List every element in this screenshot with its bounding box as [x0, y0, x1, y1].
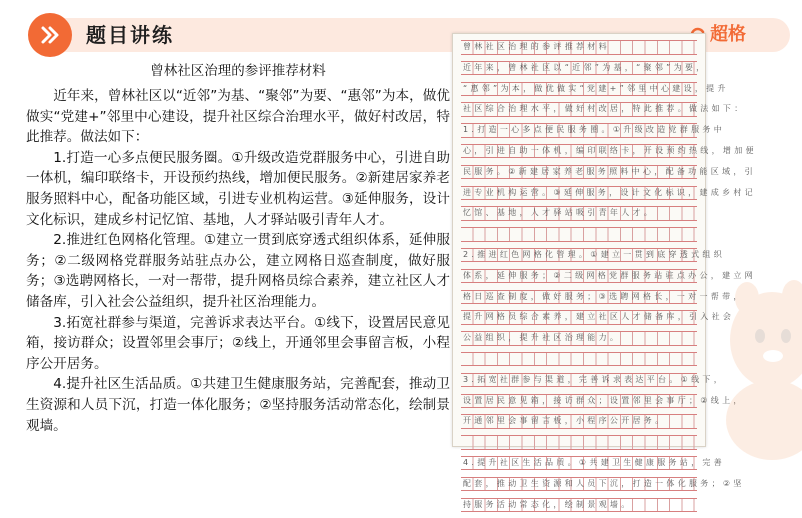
answer-sheet-row: [461, 373, 726, 388]
answer-sheet-row: [461, 310, 735, 325]
answer-sheet-row: [461, 206, 697, 221]
answer-sheet-row-text: 社区综合治理水平，做好村改居，特此推荐。做法如下：: [463, 104, 746, 114]
document-text: [26, 62, 450, 436]
answer-sheet-row-text: 心，引进自助一体机，编印联络卡，开设预约热线，增加便: [463, 145, 757, 155]
answer-sheet-row: [461, 331, 697, 346]
answer-sheet-row: [461, 269, 756, 284]
answer-sheet-row-text: “惠邻”为本，做优做实“党建+”邻里中心建设，提升: [463, 83, 729, 93]
answer-sheet-row: [461, 414, 697, 429]
answer-sheet-row: [461, 40, 697, 55]
paragraph-2: 2.推进红色网格化管理。①建立一贯到底穿透式组织体系，延伸服务；②二级网格党群服务站驻点办公，建立网格日巡查制度，做好服务；③选聘网格长，一对一帮带，提升网格员综合素养，建立社区人才储备库，引入社会公益组织，提升社区治理能力。: [26, 232, 450, 310]
answer-sheet-row-text: 开通邻里会事留言板，小程序公开居务。: [463, 416, 667, 426]
paragraph-intro: 近年来，曾林社区以“近邻”为基、“聚邻”为要、“惠邻”为本，做优做实“党建+”邻里中心建设，提升社区综合治理水平，做好村改居，特此推荐。做法如下：: [26, 88, 450, 146]
answer-sheet-row: [461, 123, 726, 138]
header-badge: [28, 13, 72, 57]
double-chevron-right-icon: [39, 24, 61, 46]
answer-sheet-row-text: 2.推进红色网格化管理。①建立一贯到底穿透式组织: [463, 249, 726, 259]
answer-sheet-row: [461, 290, 745, 305]
answer-sheet-row: [461, 227, 697, 242]
paragraph-4: 4.提升社区生活品质。①共建卫生健康服务站，完善配套，推动卫生资源和人员下沉，打造一体化服务；②坚持服务活动常态化，绘制景观墙。: [26, 376, 450, 434]
answer-sheet-row-text: 进专业机构运营。③延伸服务，设计文化标识，建成乡村记: [463, 187, 756, 197]
paragraph-1: 1.打造一心多点便民服务圈。①升级改造党群服务中心，引进自助一体机，编印联络卡，开设预约热线，增加便民服务。②新建居家养老服务照料中心，配备功能区域，引进专业机构运营。③延伸服务，设计文化标识，建成乡村记忆馆、基地，人才驿站吸引青年人才。: [26, 149, 450, 228]
answer-sheet-row-text: 设置居民意见箱，接访群众；设置邻里会事厅；②线上，: [463, 395, 745, 405]
answer-sheet-row: [461, 352, 697, 367]
answer-sheet-row-text: 民服务。②新建居家养老服务照料中心，配备功能区域，引: [463, 166, 756, 176]
answer-sheet-row: [461, 82, 729, 97]
answer-sheet-row-text: 近年来，曾林社区以“近邻”为基，“聚邻”为要，: [463, 62, 708, 72]
answer-sheet-row-text: 4.提升社区生活品质。①共建卫生健康服务站，完善: [463, 457, 726, 467]
answer-sheet-row-text: 提升网格员综合素养，建立社区人才储备库，引入社会: [463, 312, 735, 322]
answer-sheet-row: [461, 435, 697, 450]
answer-sheet-grid: [461, 40, 757, 518]
answer-sheet-row: [461, 394, 745, 409]
answer-sheet-row: [461, 144, 757, 159]
answer-sheet-row-text: 格日巡查制度，做好服务；③选聘网格长，一对一帮带，: [463, 291, 745, 301]
answer-sheet-row-text: 1.打造一心多点便民服务圈。①升级改造党群服务中: [463, 125, 726, 135]
brand-name: 超格: [710, 24, 746, 45]
answer-sheet-row-text: 曾林社区治理的参评推荐材料: [463, 42, 610, 51]
answer-sheet-row-text: 公益组织，提升社区治理能力。: [463, 333, 622, 343]
answer-sheet-row-text: 忆馆、基地，人才驿站吸引青年人才。: [463, 208, 656, 218]
answer-sheet-row: [461, 102, 746, 117]
answer-sheet-row: [461, 456, 726, 471]
answer-sheet-row-text: 3.拓宽社群参与渠道，完善诉求表达平台。①线下，: [463, 374, 726, 384]
answer-sheet-row-text: 体系，延伸服务；②二级网格党群服务站驻点办公，建立网: [463, 270, 756, 280]
mascot-illustration: [712, 270, 802, 450]
page-title: 题目讲练: [86, 23, 174, 47]
answer-sheet-row-text: 持服务活动常态化，绘制景观墙。: [463, 499, 633, 509]
answer-sheet-row-text: 配套，推动卫生资源和人员下沉，打造一体化服务；②坚: [463, 478, 745, 488]
document-title: 曾林社区治理的参评推荐材料: [150, 63, 326, 79]
answer-sheet-row: [461, 498, 697, 513]
answer-sheet-row: [461, 248, 726, 263]
answer-sheet-row: [461, 186, 756, 201]
answer-sheet-row: [461, 165, 756, 180]
answer-sheet-row: [461, 61, 708, 76]
paragraph-3: 3.拓宽社群参与渠道，完善诉求表达平台。①线下，设置居民意见箱，接访群众；设置邻里会事厅；②线上，开通邻里会事留言板，小程序公开居务。: [26, 314, 450, 372]
answer-sheet-row: [461, 477, 745, 492]
